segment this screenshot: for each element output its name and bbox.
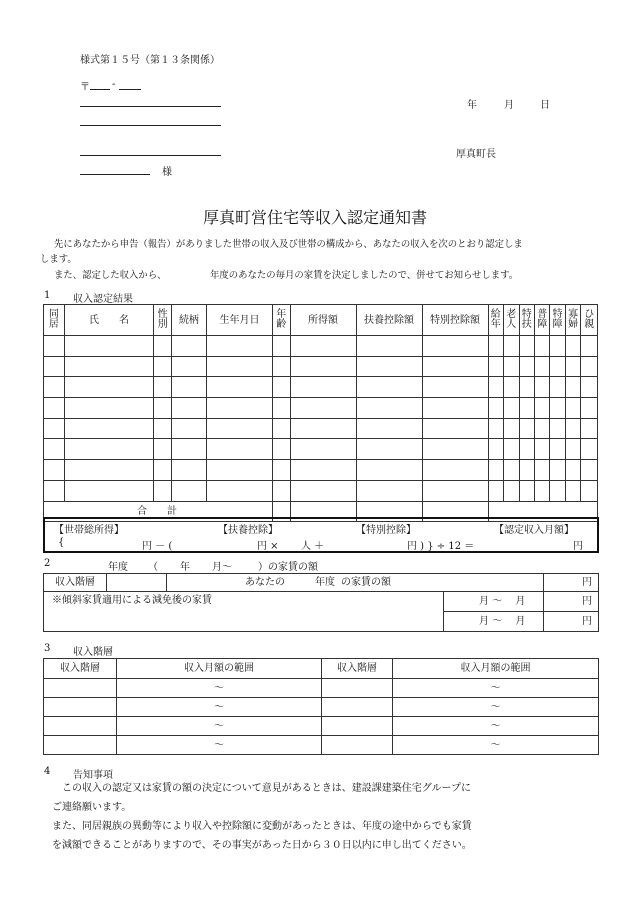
member-cell[interactable] xyxy=(488,439,503,460)
member-cell[interactable] xyxy=(44,336,65,357)
col-income: 所得額 xyxy=(290,305,356,336)
range-cell[interactable]: 〜 xyxy=(393,698,599,717)
range-cell[interactable]: 〜 xyxy=(117,736,322,755)
reduced-yen-2[interactable]: 円 xyxy=(544,612,599,632)
range-cell[interactable]: 〜 xyxy=(117,679,322,698)
member-cell[interactable] xyxy=(64,460,154,481)
member-cell[interactable] xyxy=(581,398,598,419)
section2-heading-m: 月〜 xyxy=(212,562,232,573)
member-cell[interactable] xyxy=(488,398,503,419)
member-cell[interactable] xyxy=(565,377,580,398)
member-cell[interactable] xyxy=(488,460,503,481)
member-cell[interactable] xyxy=(356,356,422,377)
member-cell[interactable] xyxy=(206,460,272,481)
member-cell[interactable] xyxy=(550,356,565,377)
member-cell[interactable] xyxy=(356,377,422,398)
member-cell[interactable] xyxy=(64,439,154,460)
member-cell[interactable] xyxy=(356,418,422,439)
income-level-value[interactable] xyxy=(107,574,167,592)
calc-special-label: 【特別控除】 xyxy=(356,525,416,536)
address-line-2[interactable] xyxy=(80,125,221,126)
rent-row-1 xyxy=(44,574,599,592)
section4-number: 4 xyxy=(44,766,51,777)
member-cell[interactable] xyxy=(422,460,488,481)
member-cell[interactable] xyxy=(356,439,422,460)
intro-line-3b: 年度のあなたの毎月の家賃を決定しましたので、併せてお知らせします。 xyxy=(210,270,519,281)
reduced-period-2[interactable]: 月 〜 月 xyxy=(444,612,544,632)
level-cell[interactable] xyxy=(44,736,117,755)
section4-heading: 告知事項 xyxy=(73,770,113,781)
col-birthdate: 生年月日 xyxy=(206,305,272,336)
member-cell[interactable] xyxy=(504,356,519,377)
postal-code-field-2[interactable] xyxy=(119,89,141,90)
member-cell[interactable] xyxy=(581,356,598,377)
income-certification-table xyxy=(43,304,598,522)
member-cell[interactable] xyxy=(534,377,549,398)
member-cell[interactable] xyxy=(565,356,580,377)
col-dependent-deduction: 扶養控除額 xyxy=(356,305,422,336)
member-cell[interactable] xyxy=(171,480,206,501)
member-cell[interactable] xyxy=(272,398,290,419)
calc-yen2: 円 × xyxy=(257,541,279,552)
member-cell[interactable] xyxy=(154,460,172,481)
section2-heading-year: 年度 xyxy=(108,562,128,573)
member-cell[interactable] xyxy=(519,377,534,398)
member-cell[interactable] xyxy=(581,460,598,481)
reduced-rent-label: ※傾斜家賃適用による減免後の家賃 xyxy=(44,592,444,632)
col-fusho: 普 障 xyxy=(534,305,549,336)
postal-dash: - xyxy=(112,79,116,90)
member-cell[interactable] xyxy=(488,480,503,501)
member-cell[interactable] xyxy=(206,356,272,377)
calc-yen3: 円 ) } ÷ 12 ＝ xyxy=(407,541,475,552)
form-number: 様式第１５号（第１３条関係） xyxy=(80,55,220,66)
range-cell[interactable]: 〜 xyxy=(117,698,322,717)
member-row xyxy=(44,377,598,398)
member-cell[interactable] xyxy=(565,398,580,419)
member-cell[interactable] xyxy=(290,336,356,357)
member-cell[interactable] xyxy=(534,336,549,357)
member-cell[interactable] xyxy=(206,398,272,419)
notice-line-4: を減額できることがありますので、その事実があった日から３０日以内に申し出てください。 xyxy=(52,840,472,851)
member-cell[interactable] xyxy=(272,460,290,481)
member-cell[interactable] xyxy=(64,398,154,419)
level-row xyxy=(44,717,599,736)
calc-persons: 人 ＋ xyxy=(301,541,325,552)
calc-yen4: 円 xyxy=(573,541,583,552)
member-cell[interactable] xyxy=(504,336,519,357)
member-cell[interactable] xyxy=(565,418,580,439)
member-cell[interactable] xyxy=(206,480,272,501)
level-row xyxy=(44,698,599,717)
level-row xyxy=(44,736,599,755)
member-cell[interactable] xyxy=(504,460,519,481)
member-cell[interactable] xyxy=(290,377,356,398)
member-cell[interactable] xyxy=(154,418,172,439)
member-cell[interactable] xyxy=(290,480,356,501)
member-cell[interactable] xyxy=(519,460,534,481)
member-cell[interactable] xyxy=(44,460,65,481)
member-cell[interactable] xyxy=(356,336,422,357)
member-cell[interactable] xyxy=(64,377,154,398)
range-cell[interactable]: 〜 xyxy=(393,736,599,755)
member-cell[interactable] xyxy=(422,377,488,398)
col-name: 氏 名 xyxy=(64,305,154,336)
member-cell[interactable] xyxy=(519,439,534,460)
member-cell[interactable] xyxy=(488,336,503,357)
level-cell[interactable] xyxy=(322,679,393,698)
member-cell[interactable] xyxy=(519,480,534,501)
member-cell[interactable] xyxy=(550,460,565,481)
member-cell[interactable] xyxy=(534,418,549,439)
rent-label-cell xyxy=(167,574,544,592)
col-rojin: 老 人 xyxy=(504,305,519,336)
rent-yen[interactable]: 円 xyxy=(544,574,599,592)
member-cell[interactable] xyxy=(504,398,519,419)
section2-heading-close: ）の家賃の額 xyxy=(258,562,318,573)
date-day-label: 日 xyxy=(540,100,550,111)
member-cell[interactable] xyxy=(581,336,598,357)
member-cell[interactable] xyxy=(565,460,580,481)
intro-line-1: 先にあなたから申告（報告）がありました世帯の収入及び世帯の構成から、あなたの収入を次のとおり認定しま xyxy=(54,239,523,250)
notice-line-1: この収入の認定又は家賃の額の決定について意見があるときは、建設課建築住宅グループに xyxy=(62,783,471,794)
section2-number: 2 xyxy=(44,558,51,569)
member-cell[interactable] xyxy=(422,356,488,377)
postal-symbol: 〒 xyxy=(80,82,90,93)
address-line-1[interactable] xyxy=(80,106,221,107)
calc-open-brace: { xyxy=(58,537,65,548)
section1-heading: 収入認定結果 xyxy=(73,294,133,305)
member-cell[interactable] xyxy=(171,398,206,419)
member-cell[interactable] xyxy=(519,418,534,439)
member-cell[interactable] xyxy=(290,398,356,419)
col-cohabit: 同 居 xyxy=(44,305,65,336)
member-cell[interactable] xyxy=(519,336,534,357)
member-cell[interactable] xyxy=(64,356,154,377)
member-cell[interactable] xyxy=(44,480,65,501)
honorific: 様 xyxy=(162,167,172,178)
member-cell[interactable] xyxy=(488,356,503,377)
intro-line-3a: また、認定した収入から、 xyxy=(54,270,167,281)
member-cell[interactable] xyxy=(272,480,290,501)
rent-year: 年度 xyxy=(315,577,335,588)
member-cell[interactable] xyxy=(44,418,65,439)
member-cell[interactable] xyxy=(290,460,356,481)
member-cell[interactable] xyxy=(550,377,565,398)
member-cell[interactable] xyxy=(534,398,549,419)
member-cell[interactable] xyxy=(504,377,519,398)
member-cell[interactable] xyxy=(64,418,154,439)
income-level-label: 収入階層 xyxy=(44,574,107,592)
member-cell[interactable] xyxy=(422,439,488,460)
member-cell[interactable] xyxy=(550,398,565,419)
name-line-1[interactable] xyxy=(80,155,221,156)
member-cell[interactable] xyxy=(171,356,206,377)
member-row xyxy=(44,460,598,481)
member-cell[interactable] xyxy=(422,336,488,357)
member-cell[interactable] xyxy=(565,439,580,460)
member-cell[interactable] xyxy=(488,418,503,439)
document-title: 厚真町営住宅等収入認定通知書 xyxy=(202,208,427,227)
calc-yen1: 円 － ( xyxy=(142,541,173,552)
col-kafu: 寡 婦 xyxy=(565,305,580,336)
member-cell[interactable] xyxy=(519,398,534,419)
member-row xyxy=(44,439,598,460)
member-cell[interactable] xyxy=(504,480,519,501)
calc-income-label: 【世帯総所得】 xyxy=(54,525,124,536)
member-cell[interactable] xyxy=(581,377,598,398)
member-cell[interactable] xyxy=(550,480,565,501)
col-tokusho: 特 障 xyxy=(550,305,565,336)
section2-heading-paren: （ xyxy=(148,562,158,573)
member-cell[interactable] xyxy=(356,398,422,419)
member-cell[interactable] xyxy=(581,480,598,501)
level-row xyxy=(44,679,599,698)
member-cell[interactable] xyxy=(272,377,290,398)
member-cell[interactable] xyxy=(154,480,172,501)
member-cell[interactable] xyxy=(488,377,503,398)
col-hitori: ひ 親 xyxy=(581,305,598,336)
notice-line-2: ご連絡願います。 xyxy=(52,802,132,813)
level-header-row xyxy=(44,659,599,679)
member-cell[interactable] xyxy=(290,356,356,377)
postal-code-field-1[interactable] xyxy=(90,89,110,90)
member-row xyxy=(44,356,598,377)
range-cell[interactable]: 〜 xyxy=(117,717,322,736)
member-cell[interactable] xyxy=(272,336,290,357)
level-cell[interactable] xyxy=(44,679,117,698)
rent-row-2 xyxy=(44,592,599,612)
member-cell[interactable] xyxy=(272,418,290,439)
member-cell[interactable] xyxy=(44,398,65,419)
member-cell[interactable] xyxy=(171,439,206,460)
member-cell[interactable] xyxy=(44,356,65,377)
level-col-2: 収入階層 xyxy=(322,659,393,679)
issuer: 厚真町長 xyxy=(456,149,496,160)
member-cell[interactable] xyxy=(504,418,519,439)
member-cell[interactable] xyxy=(171,377,206,398)
range-col-2: 収入月額の範囲 xyxy=(393,659,599,679)
level-cell[interactable] xyxy=(322,736,393,755)
income-level-table xyxy=(43,658,599,755)
member-cell[interactable] xyxy=(534,439,549,460)
section1-number: 1 xyxy=(44,290,51,301)
member-cell[interactable] xyxy=(64,336,154,357)
member-cell[interactable] xyxy=(171,460,206,481)
member-cell[interactable] xyxy=(154,356,172,377)
member-cell[interactable] xyxy=(44,439,65,460)
member-cell[interactable] xyxy=(519,356,534,377)
col-relation: 続柄 xyxy=(171,305,206,336)
member-cell[interactable] xyxy=(422,398,488,419)
member-cell[interactable] xyxy=(206,439,272,460)
notice-line-3: また、同居親族の異動等により収入や控除額に変動があったときは、年度の途中からでも家賃 xyxy=(52,821,472,832)
total-label: 合 計 xyxy=(44,501,273,522)
member-row xyxy=(44,398,598,419)
member-cell[interactable] xyxy=(154,398,172,419)
date-month-label: 月 xyxy=(504,100,514,111)
col-age: 年 齢 xyxy=(272,305,290,336)
member-cell[interactable] xyxy=(154,439,172,460)
range-cell[interactable]: 〜 xyxy=(393,679,599,698)
member-cell[interactable] xyxy=(356,460,422,481)
member-cell[interactable] xyxy=(171,418,206,439)
member-cell[interactable] xyxy=(154,377,172,398)
level-cell[interactable] xyxy=(322,698,393,717)
member-cell[interactable] xyxy=(154,336,172,357)
date-year-label: 年 xyxy=(467,100,477,111)
section3-heading: 収入階層 xyxy=(73,647,113,658)
member-cell[interactable] xyxy=(534,480,549,501)
member-cell[interactable] xyxy=(422,480,488,501)
level-cell[interactable] xyxy=(44,698,117,717)
member-cell[interactable] xyxy=(550,336,565,357)
calc-dependent-label: 【扶養控除】 xyxy=(218,525,278,536)
member-cell[interactable] xyxy=(206,418,272,439)
level-cell[interactable] xyxy=(322,717,393,736)
member-cell[interactable] xyxy=(422,418,488,439)
member-cell[interactable] xyxy=(534,356,549,377)
intro-line-2: します。 xyxy=(40,254,77,265)
member-cell[interactable] xyxy=(206,336,272,357)
postal-mark xyxy=(80,78,90,93)
range-cell[interactable]: 〜 xyxy=(393,717,599,736)
member-cell[interactable] xyxy=(504,439,519,460)
level-cell[interactable] xyxy=(44,717,117,736)
level-col-1: 収入階層 xyxy=(44,659,117,679)
member-cell[interactable] xyxy=(534,460,549,481)
member-cell[interactable] xyxy=(565,336,580,357)
member-cell[interactable] xyxy=(272,356,290,377)
calc-result-label: 【認定収入月額】 xyxy=(494,525,574,536)
col-sex: 性 別 xyxy=(154,305,172,336)
reduced-yen-1[interactable]: 円 xyxy=(544,592,599,612)
member-cell[interactable] xyxy=(64,480,154,501)
col-tokufu: 特 扶 xyxy=(519,305,534,336)
member-row xyxy=(44,336,598,357)
table-header-row xyxy=(44,305,598,336)
member-cell[interactable] xyxy=(550,439,565,460)
reduced-period-1[interactable]: 月 〜 月 xyxy=(444,592,544,612)
member-cell[interactable] xyxy=(565,480,580,501)
member-cell[interactable] xyxy=(550,418,565,439)
col-kyuyo: 給 年 xyxy=(488,305,503,336)
member-row xyxy=(44,480,598,501)
member-cell[interactable] xyxy=(581,418,598,439)
rent-label: の家賃の額 xyxy=(341,577,391,588)
member-row xyxy=(44,418,598,439)
rent-your: あなたの xyxy=(245,577,285,588)
range-col-1: 収入月額の範囲 xyxy=(117,659,322,679)
member-cell[interactable] xyxy=(581,439,598,460)
member-cell[interactable] xyxy=(171,336,206,357)
section2-heading-y: 年 xyxy=(180,562,190,573)
member-cell[interactable] xyxy=(290,439,356,460)
name-line-2[interactable] xyxy=(80,174,150,175)
member-cell[interactable] xyxy=(290,418,356,439)
member-cell[interactable] xyxy=(44,377,65,398)
member-cell[interactable] xyxy=(272,439,290,460)
member-cell[interactable] xyxy=(356,480,422,501)
col-special-deduction: 特別控除額 xyxy=(422,305,488,336)
section3-number: 3 xyxy=(44,643,51,654)
rent-table xyxy=(43,573,599,632)
member-cell[interactable] xyxy=(206,377,272,398)
